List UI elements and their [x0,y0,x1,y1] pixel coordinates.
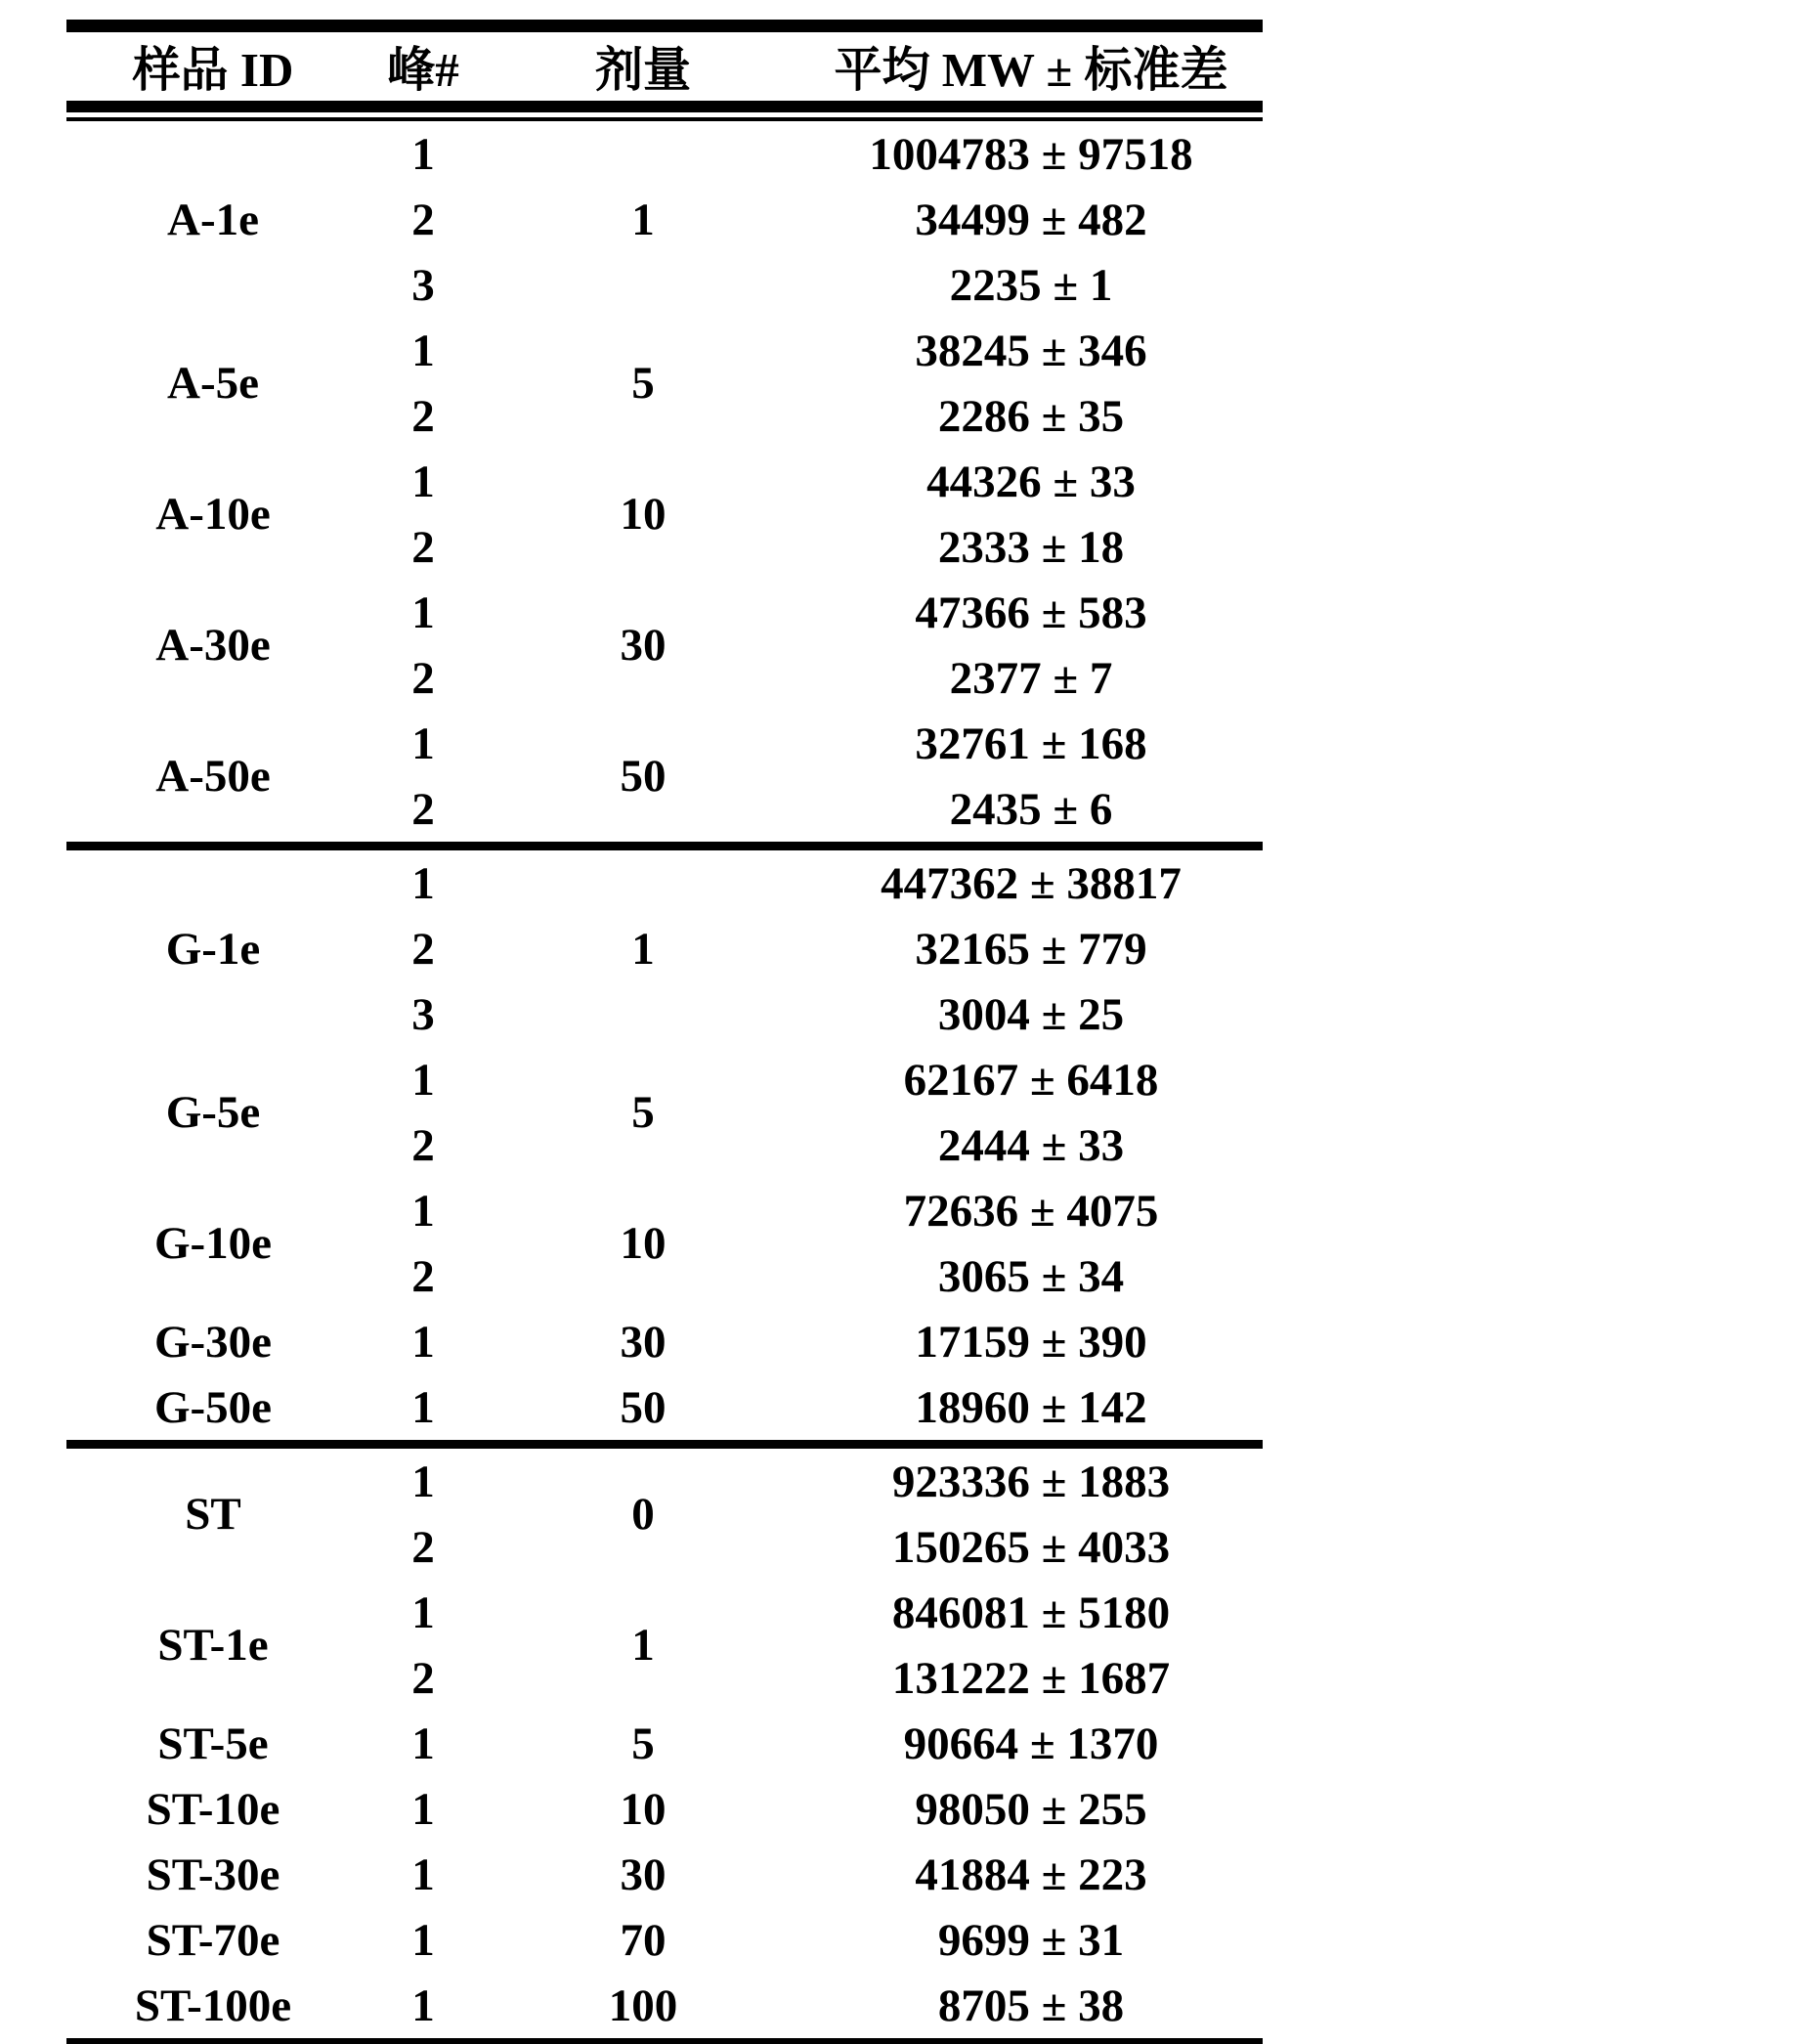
mw-value-cell: 447362 ± 38817 [799,847,1263,917]
sample-id-cell: ST-10e [146,1783,280,1835]
mw-value-cell: 18960 ± 142 [915,1381,1147,1433]
peak-number-cell: 2 [411,1250,435,1302]
dose-cell: 50 [620,751,667,802]
mw-value-cell: 8705 ± 38 [937,1979,1125,2031]
mw-value-cell: 2377 ± 7 [949,652,1113,704]
mw-value-cell: 150265 ± 4033 [891,1521,1171,1573]
peak-number-cell: 3 [411,259,435,311]
dose-cell: 10 [620,1218,667,1269]
sample-id-cell: G-1e [66,847,360,1048]
dose-cell: 0 [487,1445,799,1581]
table-row [66,1711,1263,1776]
col-header-dose: 剂量 [594,43,691,97]
header-row [66,26,1263,108]
mw-value-cell: 47366 ± 583 [915,587,1147,638]
peak-number-cell: 1 [360,847,487,917]
sample-id-cell: ST [66,1445,360,1581]
peak-number-cell: 1 [411,587,435,638]
mw-value-cell: 98050 ± 255 [915,1783,1147,1835]
sample-id-cell: A-10e [155,489,271,540]
mw-value-cell: 3004 ± 25 [937,988,1125,1040]
mw-value-cell: 62167 ± 6418 [903,1054,1159,1106]
peak-number-cell: 2 [411,652,435,704]
peak-number-cell: 1 [411,325,435,376]
col-header-sample-id: 样品 ID [132,43,294,97]
dose-cell: 10 [620,489,667,540]
table-row [66,1907,1263,1973]
peak-number-cell: 1 [411,1848,435,1900]
header-divider-rule [66,107,1263,119]
dose-cell: 10 [620,1783,667,1835]
sample-id-cell: G-5e [165,1087,261,1138]
table-row [66,1445,1263,1515]
peak-number-cell: 3 [411,988,435,1040]
mw-value-cell: 32761 ± 168 [915,718,1147,769]
mw-value-cell: 3065 ± 34 [937,1250,1125,1302]
table-row [66,1973,1263,2044]
mw-value-cell: 2444 ± 33 [937,1119,1125,1171]
table-row [66,1776,1263,1842]
mw-value-cell: 1004783 ± 97518 [869,128,1193,180]
sample-id-cell: ST-100e [134,1979,292,2031]
mw-value-cell: 2333 ± 18 [937,521,1125,573]
sample-id-cell: A-1e [167,194,259,245]
table-row [66,847,1263,917]
table-row [66,1374,1263,1445]
dose-cell: 30 [620,1316,667,1368]
sample-id-cell: A-30e [155,620,271,671]
peak-number-cell: 2 [411,1521,435,1573]
mw-value-cell: 32165 ± 779 [915,923,1147,975]
dose-cell: 1 [631,1620,655,1671]
mw-value-cell: 44326 ± 33 [926,456,1136,507]
peak-number-cell: 1 [411,1718,435,1769]
mw-value-cell: 41884 ± 223 [915,1848,1147,1900]
dose-cell: 1 [631,194,655,245]
sample-id-cell: ST-30e [146,1848,280,1900]
peak-number-cell: 2 [411,923,435,975]
mw-value-cell: 846081 ± 5180 [891,1587,1171,1638]
dose-cell: 50 [620,1381,667,1433]
peak-number-cell: 1 [411,1054,435,1106]
peak-number-cell: 1 [411,1914,435,1966]
table-row [66,449,1263,514]
peak-number-cell: 1 [411,1316,435,1368]
table-body [66,119,1263,2044]
dose-cell: 100 [608,1979,678,2031]
peak-number-cell: 1 [411,1185,435,1237]
peak-number-cell: 1 [411,1783,435,1835]
dose-cell: 5 [631,358,655,409]
table-row [66,1178,1263,1243]
dose-cell: 5 [631,1718,655,1769]
table-row [66,1842,1263,1907]
peak-number-cell: 2 [411,783,435,835]
dose-cell: 1 [487,847,799,1048]
sample-id-cell: ST-1e [157,1620,269,1671]
dose-cell: 70 [620,1914,667,1966]
col-header-peak-number: 峰# [387,43,459,97]
mw-value-cell: 90664 ± 1370 [903,1718,1159,1769]
table-row [66,1580,1263,1645]
peak-number-cell: 2 [411,194,435,245]
sample-id-cell: G-50e [153,1381,273,1433]
table-header [66,26,1263,120]
peak-number-cell: 2 [411,390,435,442]
sample-id-cell: A-5e [167,358,259,409]
dose-cell: 30 [620,620,667,671]
peak-number-cell: 1 [411,128,435,180]
mw-value-cell: 38245 ± 346 [915,325,1147,376]
peak-number-cell: 1 [411,718,435,769]
peak-number-cell: 1 [411,1979,435,2031]
mw-value-cell: 17159 ± 390 [915,1316,1147,1368]
table-row [66,1047,1263,1112]
sample-id-cell: G-10e [153,1218,273,1269]
col-header-mean-mw-sd: 平均 MW ± 标准差 [834,43,1228,97]
table-row [66,318,1263,383]
peak-number-cell: 2 [411,1652,435,1704]
mw-value-cell: 2235 ± 1 [949,259,1113,311]
mw-value-cell: 923336 ± 1883 [799,1445,1263,1515]
sample-mw-table [66,20,1263,2044]
peak-number-cell: 2 [411,1119,435,1171]
table-row [66,119,1263,187]
sample-id-cell: A-50e [155,751,271,802]
sample-id-cell: G-30e [153,1316,273,1368]
dose-cell: 5 [631,1087,655,1138]
mw-value-cell: 9699 ± 31 [937,1914,1125,1966]
peak-number-cell: 2 [411,521,435,573]
table-row [66,711,1263,776]
mw-value-cell: 72636 ± 4075 [903,1185,1159,1237]
mw-value-cell: 131222 ± 1687 [891,1652,1171,1704]
dose-cell: 30 [620,1848,667,1900]
peak-number-cell: 1 [411,1381,435,1433]
table-row [66,1309,1263,1374]
sample-id-cell: ST-70e [146,1914,280,1966]
mw-value-cell: 2435 ± 6 [949,783,1113,835]
table-row [66,580,1263,645]
peak-number-cell: 1 [411,1587,435,1638]
mw-value-cell: 2286 ± 35 [937,390,1125,442]
mw-value-cell: 34499 ± 482 [915,194,1147,245]
peak-number-cell: 1 [411,456,435,507]
sample-id-cell: ST-5e [157,1718,269,1769]
peak-number-cell: 1 [360,1445,487,1515]
